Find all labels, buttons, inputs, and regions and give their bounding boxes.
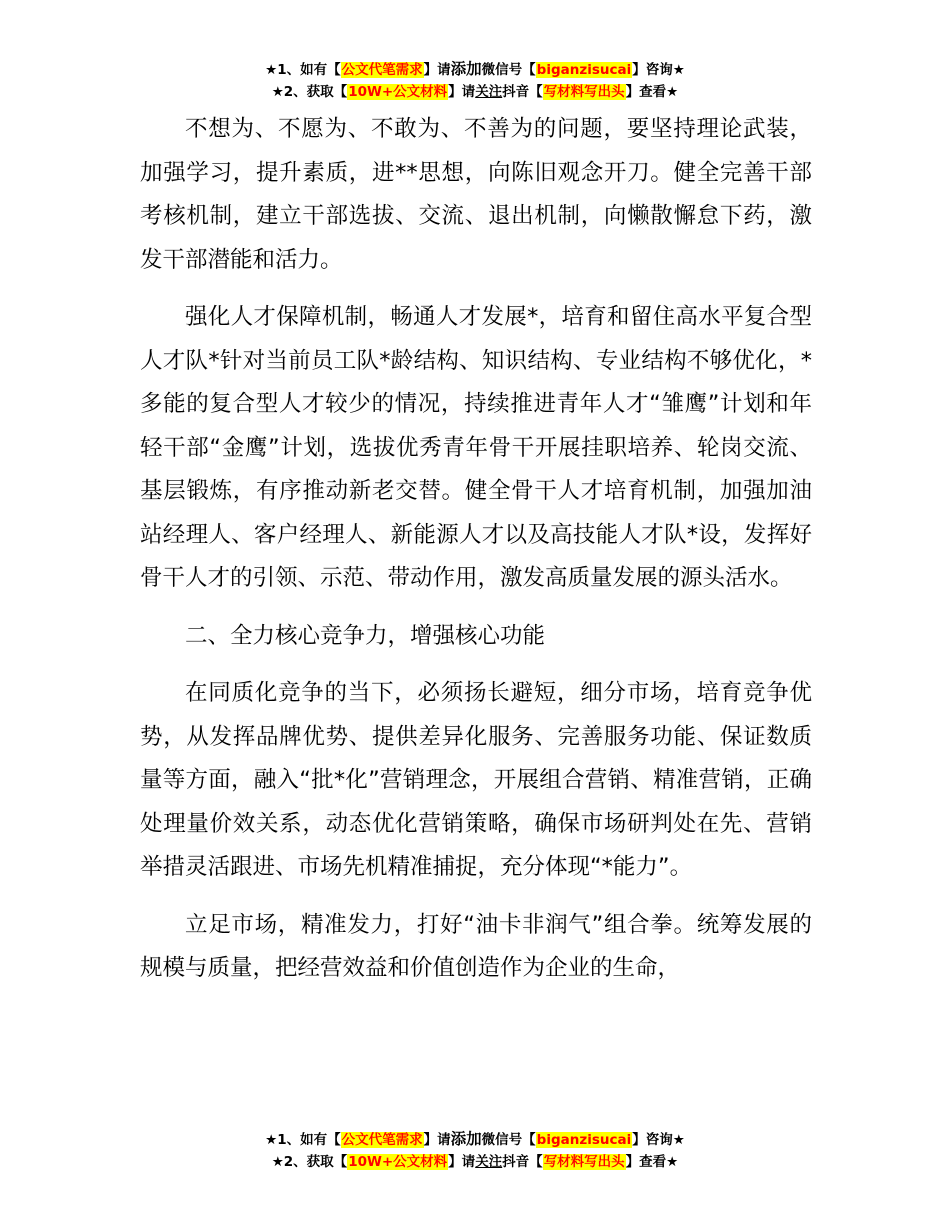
- highlight-wechat-id: biganzisucai: [536, 1132, 632, 1148]
- document-body: [140, 108, 812, 1005]
- banner-line-1: ★1、如有【公文代笔需求】请添加微信号【biganzisucai】咨询★: [265, 60, 685, 78]
- paragraph-4: 立足市场，精准发力，打好“油卡非润气”组合拳。统筹发展的规模与质量，把经营效益和价值创造作为企业的生命，: [140, 911, 812, 981]
- banner-line-2: ★2、获取【10W+公文材料】请关注抖音【写材料写出头】查看★: [271, 84, 679, 100]
- highlight-materials: 10W+公文材料: [348, 84, 448, 100]
- paragraph-1: 不想为、不愿为、不敢为、不善为的问题，要坚持理论武装，加强学习，提升素质，进**思想，向陈旧观念开刀。健全完善干部考核机制，建立干部选拔、交流、退出机制，向懒散懈怠下药，激发干部潜能和活力。: [140, 116, 812, 273]
- highlight-douyin-account: 写材料写出头: [543, 84, 625, 100]
- banner-line-2: ★2、获取【10W+公文材料】请关注抖音【写材料写出头】查看★: [271, 1154, 679, 1170]
- footer-banner: [0, 1128, 950, 1173]
- highlight-wechat-id: biganzisucai: [536, 62, 632, 78]
- section-heading: 二、全力核心竞争力，增强核心功能: [185, 622, 546, 649]
- highlight-douyin-account: 写材料写出头: [543, 1154, 625, 1170]
- highlight-materials: 10W+公文材料: [348, 1154, 448, 1170]
- highlight-service: 公文代笔需求: [341, 1132, 423, 1148]
- highlight-service: 公文代笔需求: [341, 62, 423, 78]
- paragraph-2: 强化人才保障机制，畅通人才发展*，培育和留住高水平复合型人才队*针对当前员工队*龄结构、知识结构、专业结构不够优化，*多能的复合型人才较少的情况，持续推进青年人才“雏鹰”计划和年轻干部“金鹰”计划，选拔优秀青年骨干开展挂职培养、轮岗交流、基层锻炼，有序推动新老交替。健全骨干人才培育机制，加强加油站经理人、客户经理人、新能源人才以及高技能人才队*设，发挥好骨干人才的引领、示范、带动作用，激发高质量发展的源头活水。: [140, 304, 812, 591]
- paragraph-3: 在同质化竞争的当下，必须扬长避短，细分市场，培育竞争优势，从发挥品牌优势、提供差异化服务、完善服务功能、保证数质量等方面，融入“批*化”营销理念，开展组合营销、精准营销，正确处理量价效关系，动态优化营销策略，确保市场研判处在先、营销举措灵活跟进、市场先机精准捕捉，充分体现“*能力”。: [140, 680, 812, 880]
- banner-line-1: ★1、如有【公文代笔需求】请添加微信号【biganzisucai】咨询★: [265, 1130, 685, 1148]
- header-banner: [0, 58, 950, 103]
